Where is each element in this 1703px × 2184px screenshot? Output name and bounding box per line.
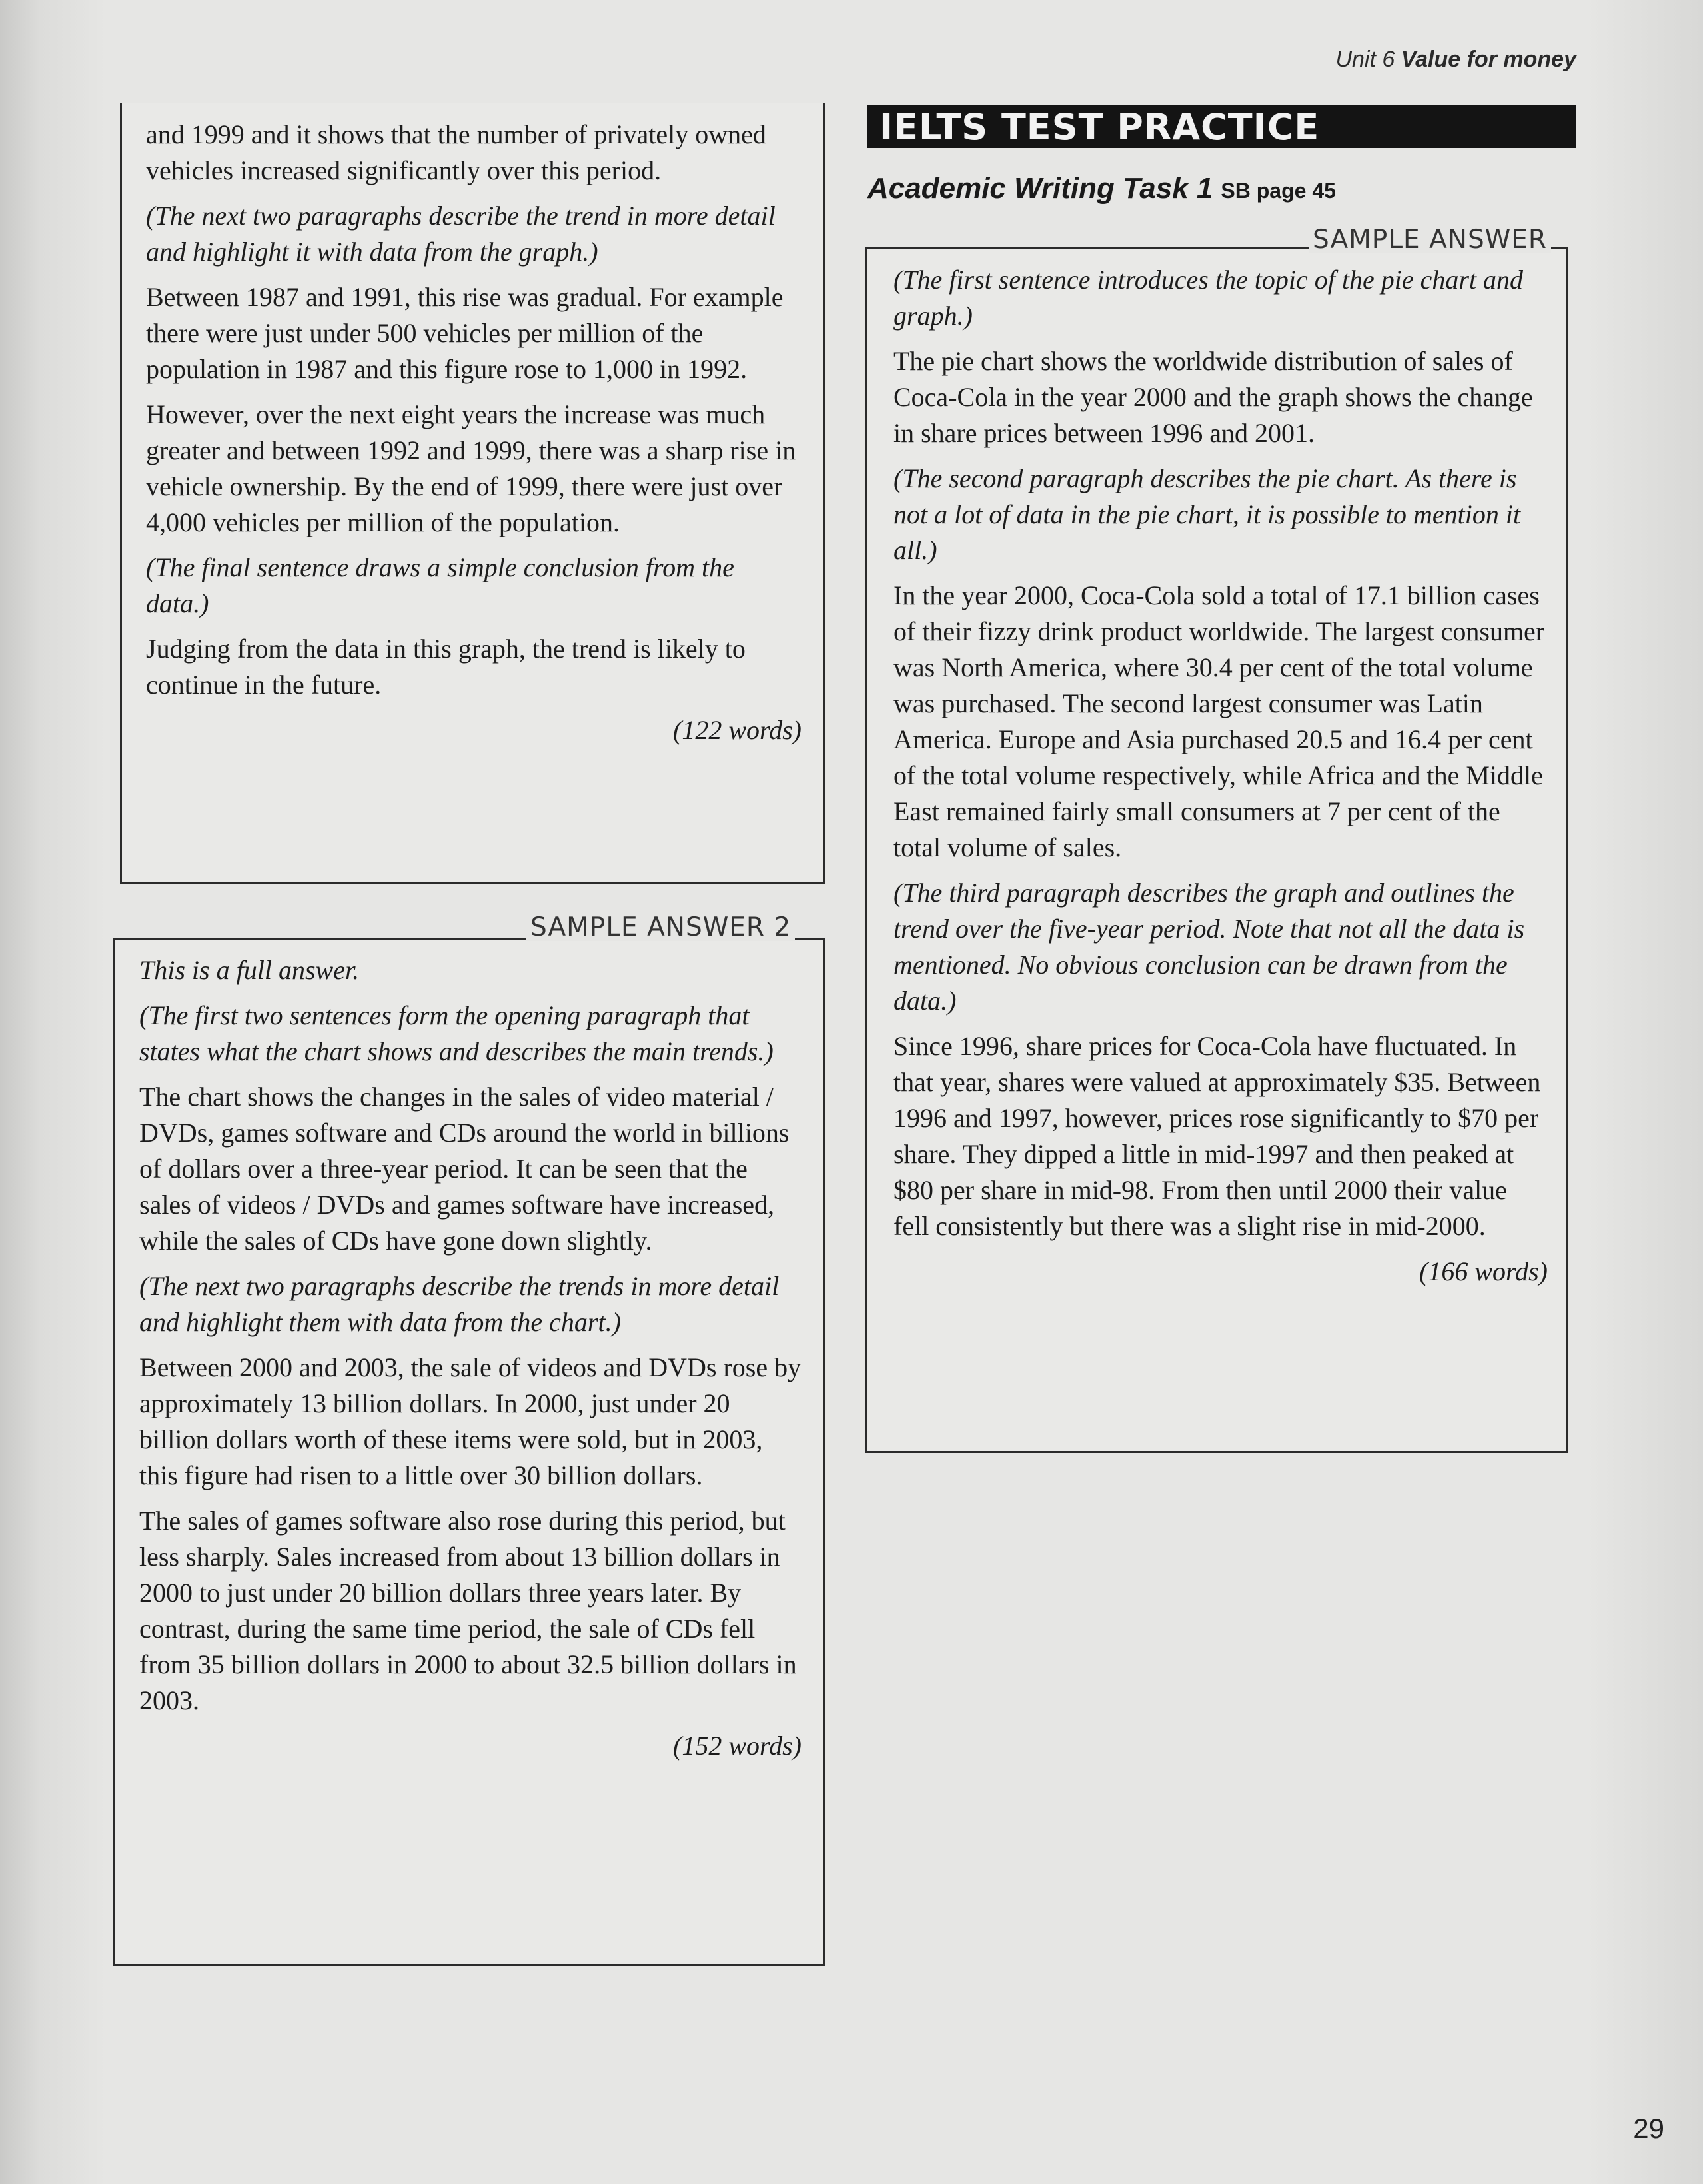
paragraph: In the year 2000, Coca-Cola sold a total of 17.1 billion cases of their fizzy drink product worldwide. The largest consumer was North America, where 30.4 per cent of the total volume was purchased. The second largest consumer was Latin America. Europe and Asia purchased 20.5 and 16.4 per cent of the total volume respectively, while Africa and the Middle East remained fairly small consumers at 7 per cent of the total volume of sales. [893,580,1545,862]
sample-answer-1-continued-box [120,103,825,884]
teacher-note: (The first sentence introduces the topic of the pie chart and graph.) [893,265,1523,331]
sample-answer-2-label: SAMPLE ANSWER 2 [526,914,795,941]
word-count: (122 words) [673,715,802,745]
paragraph: The sales of games software also rose during this period, but less sharply. Sales increased from about 13 billion dollars in 2000 to just under 20 billion dollars three years later. By contrast, during the same time period, the sale of CDs fell from 35 billion dollars in 2000 to about 32.5 billion dollars in 2003. [139,1506,797,1715]
task-heading [867,172,1336,205]
word-count: (152 words) [673,1731,802,1761]
teacher-note: (The next two paragraphs describe the trends in more detail and highlight them with data from the chart.) [139,1271,780,1337]
sample-answer-box [865,247,1568,1453]
sample-answer-2-box [113,938,825,1966]
teacher-note: (The final sentence draws a simple conclusion from the data.) [146,552,734,618]
answer-intro: This is a full answer. [139,955,360,985]
word-count: (166 words) [1419,1256,1548,1286]
running-header [1335,47,1576,73]
teacher-note: (The second paragraph describes the pie chart. As there is not a lot of data in the pie chart, it is possible to mention it all.) [893,463,1521,565]
task-page-reference: SB page 45 [1221,179,1336,203]
teacher-note: (The third paragraph describes the graph and outlines the trend over the five-year period. Note that not all the data is mentioned. No obvious conclusion can be drawn from the data.) [893,878,1525,1016]
unit-title: Value for money [1401,47,1576,72]
paragraph: Judging from the data in this graph, the trend is likely to continue in the future. [146,634,746,700]
sample-answer-label: SAMPLE ANSWER [1309,227,1551,253]
paragraph: and 1999 and it shows that the number of privately owned vehicles increased significantly over this period. [146,119,766,185]
ielts-test-practice-banner: IELTS TEST PRACTICE [867,105,1576,148]
paragraph: Between 2000 and 2003, the sale of videos and DVDs rose by approximately 13 billion dollars. In 2000, just under 20 billion dollars worth of these items were sold, but in 2003, this figure had risen to a little over 30 billion dollars. [139,1352,802,1490]
page-number: 29 [1633,2113,1664,2144]
teacher-note: (The first two sentences form the opening paragraph that states what the chart shows and describes the main trends.) [139,1000,774,1066]
teacher-note: (The next two paragraphs describe the trend in more detail and highlight it with data from the graph.) [146,201,776,267]
paragraph: However, over the next eight years the increase was much greater and between 1992 and 1999, there was a sharp rise in vehicle ownership. By the end of 1999, there were just over 4,000 vehicles per million of the population. [146,399,796,537]
paragraph: Between 1987 and 1991, this rise was gradual. For example there were just under 500 vehicles per million of the population in 1987 and this figure rose to 1,000 in 1992. [146,282,784,384]
task-title: Academic Writing Task 1 [867,172,1213,205]
paragraph: Since 1996, share prices for Coca-Cola have fluctuated. In that year, shares were valued at approximately $35. Between 1996 and 1997, however, prices rose significantly to $70 per share. They dipped a little in mid-1997 and then peaked at $80 per share in mid-98. From then until 2000 their value fell consistently but there was a slight rise in mid-2000. [893,1031,1541,1241]
paragraph: The chart shows the changes in the sales of video material / DVDs, games software and CDs around the world in billions of dollars over a three-year period. It can be seen that the sales of videos / DVDs and games software have increased, while the sales of CDs have gone down slightly. [139,1082,790,1256]
paragraph: The pie chart shows the worldwide distribution of sales of Coca-Cola in the year 2000 and the graph shows the change in share prices between 1996 and 2001. [893,346,1533,448]
unit-number: Unit 6 [1335,47,1395,72]
